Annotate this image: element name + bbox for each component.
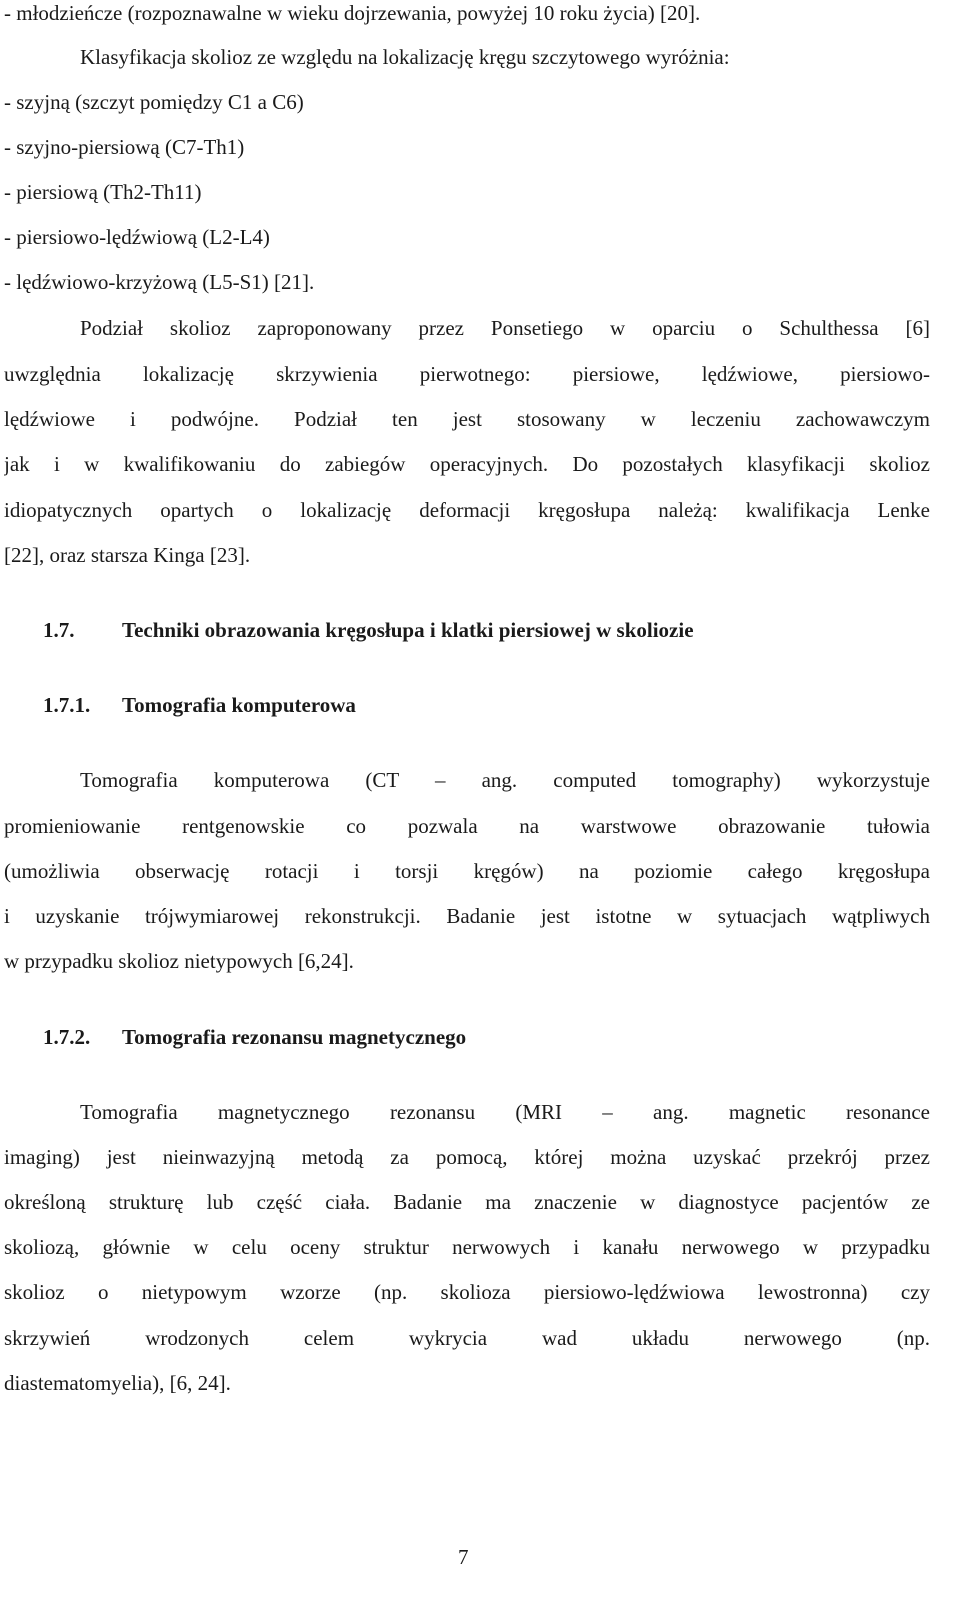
list-item: - szyjno-piersiową (C7-Th1) <box>4 135 245 159</box>
text-line: Klasyfikacja skolioz ze względu na lokalizację kręgu szczytowego wyróżnia: <box>80 45 730 69</box>
paragraph-line: imaging) jest nieinwazyjną metodą za pomocą, której można uzyskać przekrój przez <box>4 1145 930 1169</box>
section-heading: Techniki obrazowania kręgosłupa i klatki piersiowej w skoliozie <box>122 618 694 642</box>
list-item: - szyjną (szczyt pomiędzy C1 a C6) <box>4 90 304 114</box>
paragraph-line: określoną strukturę lub część ciała. Badanie ma znaczenie w diagnostyce pacjentów ze <box>4 1190 930 1214</box>
list-item: - piersiowo-lędźwiową (L2-L4) <box>4 225 270 249</box>
paragraph-line: [22], oraz starsza Kinga [23]. <box>4 543 251 567</box>
paragraph-line: i uzyskanie trójwymiarowej rekonstrukcji. Badanie jest istotne w sytuacjach wątpliwych <box>4 904 930 928</box>
paragraph-line: w przypadku skolioz nietypowych [6,24]. <box>4 949 354 973</box>
subsection-heading: Tomografia komputerowa <box>122 693 356 717</box>
paragraph-line: diastematomyelia), [6, 24]. <box>4 1371 231 1395</box>
paragraph-line: jak i w kwalifikowaniu do zabiegów operacyjnych. Do pozostałych klasyfikacji skolioz <box>4 452 930 476</box>
paragraph-line: Tomografia magnetycznego rezonansu (MRI – ang. magnetic resonance <box>80 1100 930 1124</box>
subsection-number: 1.7.1. <box>43 693 91 717</box>
paragraph-line: (umożliwia obserwację rotacji i torsji kręgów) na poziomie całego kręgosłupa <box>4 859 930 883</box>
paragraph-line: skoliozą, głównie w celu oceny struktur nerwowych i kanału nerwowego w przypadku <box>4 1235 930 1259</box>
subsection-number: 1.7.2. <box>43 1025 91 1049</box>
paragraph-line: idiopatycznych opartych o lokalizację deformacji kręgosłupa należą: kwalifikacja Lenke <box>4 498 930 522</box>
paragraph-line: skrzywień wrodzonych celem wykrycia wad układu nerwowego (np. <box>4 1326 930 1350</box>
section-number: 1.7. <box>43 618 75 642</box>
paragraph-line: Podział skolioz zaproponowany przez Ponsetiego w oparciu o Schulthessa [6] <box>80 316 930 340</box>
paragraph-line: uwzględnia lokalizację skrzywienia pierwotnego: piersiowe, lędźwiowe, piersiowo- <box>4 362 930 386</box>
paragraph-line: skolioz o nietypowym wzorze (np. skolioza piersiowo-lędźwiowa lewostronna) czy <box>4 1280 930 1304</box>
paragraph-line: promieniowanie rentgenowskie co pozwala na warstwowe obrazowanie tułowia <box>4 814 930 838</box>
paragraph-line: lędźwiowe i podwójne. Podział ten jest stosowany w leczeniu zachowawczym <box>4 407 930 431</box>
page-number: 7 <box>458 1545 469 1569</box>
list-item: - piersiową (Th2-Th11) <box>4 180 202 204</box>
text-line: - młodzieńcze (rozpoznawalne w wieku dojrzewania, powyżej 10 roku życia) [20]. <box>4 1 701 25</box>
subsection-heading: Tomografia rezonansu magnetycznego <box>122 1025 467 1049</box>
paragraph-line: Tomografia komputerowa (CT – ang. computed tomography) wykorzystuje <box>80 768 930 792</box>
list-item: - lędźwiowo-krzyżową (L5-S1) [21]. <box>4 270 315 294</box>
